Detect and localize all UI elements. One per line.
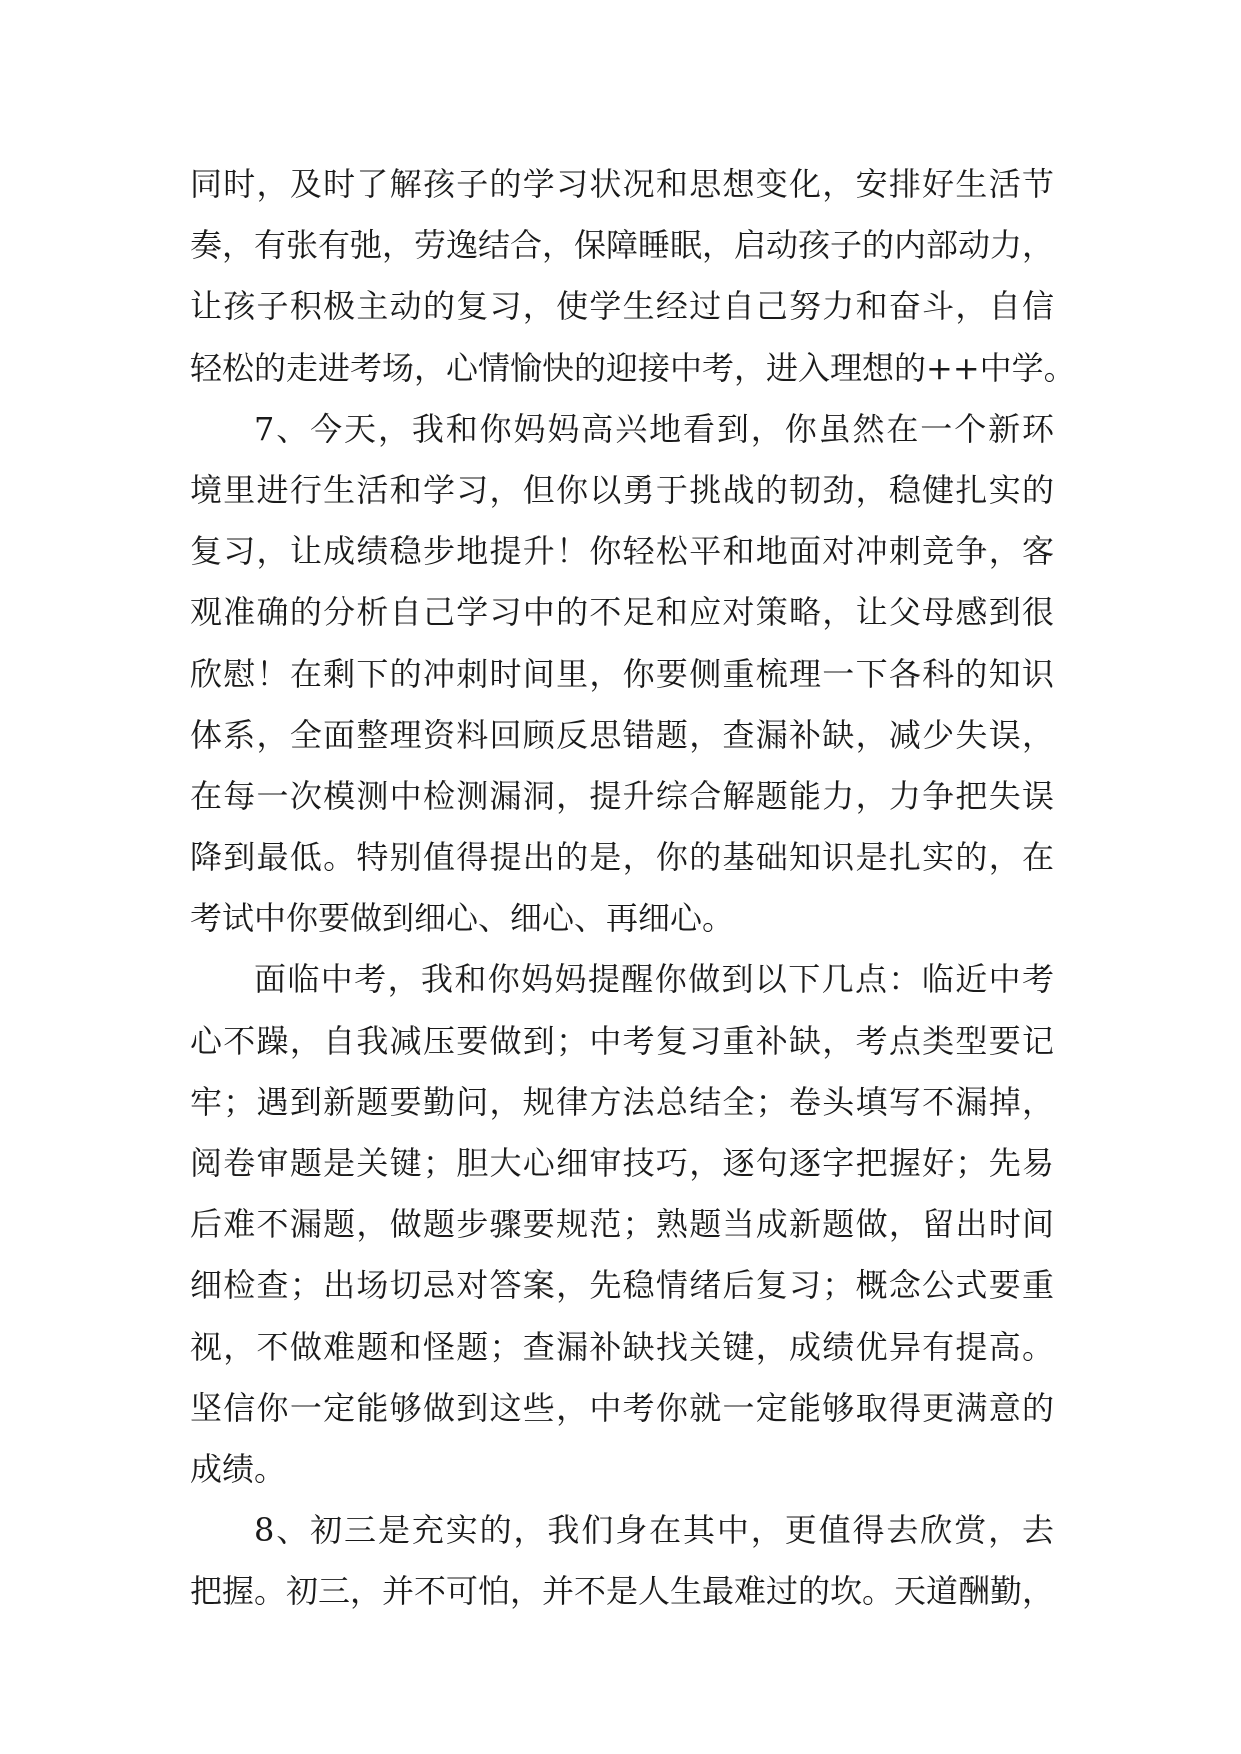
text-line: 境里进行生活和学习，但你以勇于挑战的韧劲，稳健扎实的 <box>190 470 1054 509</box>
paragraph-1 <box>190 154 1076 399</box>
text-line: 欣慰！在剩下的冲刺时间里，你要侧重梳理一下各科的知识 <box>190 654 1054 693</box>
paragraph-2 <box>190 399 1054 950</box>
text-line: 成绩。 <box>190 1449 287 1488</box>
text-line: 后难不漏题，做题步骤要规范；熟题当成新题做，留出时间 <box>190 1205 1054 1244</box>
text-line: 复习，让成绩稳步地提升！你轻松平和地面对冲刺竞争，客 <box>190 532 1054 571</box>
text-line: 让孩子积极主动的复习，使学生经过自己努力和奋斗，自信 <box>190 287 1054 326</box>
text-line: 阅卷审题是关键；胆大心细审技巧，逐句逐字把握好；先易 <box>190 1144 1054 1182</box>
text-line: 心不躁，自我减压要做到；中考复习重补缺，考点类型要记 <box>190 1021 1054 1060</box>
text-line: 牢；遇到新题要勤问，规律方法总结全；卷头填写不漏掉， <box>190 1082 1054 1121</box>
text-line: 细检查；出场切忌对答案，先稳情绪后复习；概念公式要重 <box>190 1266 1054 1305</box>
text-line: 7、今天，我和你妈妈高兴地看到，你虽然在一个新环 <box>254 409 1054 448</box>
text-line: 在每一次模测中检测漏洞，提升综合解题能力，力争把失误 <box>190 776 1054 815</box>
text-line: 视，不做难题和怪题；查漏补缺找关键，成绩优异有提高。 <box>190 1327 1054 1366</box>
text-line: 同时，及时了解孩子的学习状况和思想变化，安排好生活节 <box>190 165 1054 203</box>
text-line: 考试中你要做到细心、细心、再细心。 <box>190 899 735 938</box>
text-line: 8、初三是充实的，我们身在其中，更值得去欣赏，去 <box>254 1511 1054 1550</box>
text-line: 奏，有张有弛，劳逸结合，保障睡眠，启动孩子的内部动力， <box>190 226 1055 265</box>
paragraph-4 <box>190 1500 1054 1622</box>
paragraph-3 <box>190 949 1054 1500</box>
text-line: 面临中考，我和你妈妈提醒你做到以下几点：临近中考 <box>254 960 1054 999</box>
text-line: 观准确的分析自己学习中的不足和应对策略，让父母感到很 <box>190 593 1054 632</box>
text-line: 坚信你一定能够做到这些，中考你就一定能够取得更满意的 <box>190 1388 1054 1427</box>
text-line: 轻松的走进考场，心情愉快的迎接中考，进入理想的++中学。 <box>190 348 1076 387</box>
text-line: 把握。初三，并不可怕，并不是人生最难过的坎。天道酬勤， <box>190 1572 1055 1611</box>
text-line: 体系，全面整理资料回顾反思错题，查漏补缺，减少失误， <box>190 715 1054 754</box>
text-line: 降到最低。特别值得提出的是，你的基础知识是扎实的，在 <box>190 838 1054 877</box>
document-body <box>190 154 1076 1623</box>
